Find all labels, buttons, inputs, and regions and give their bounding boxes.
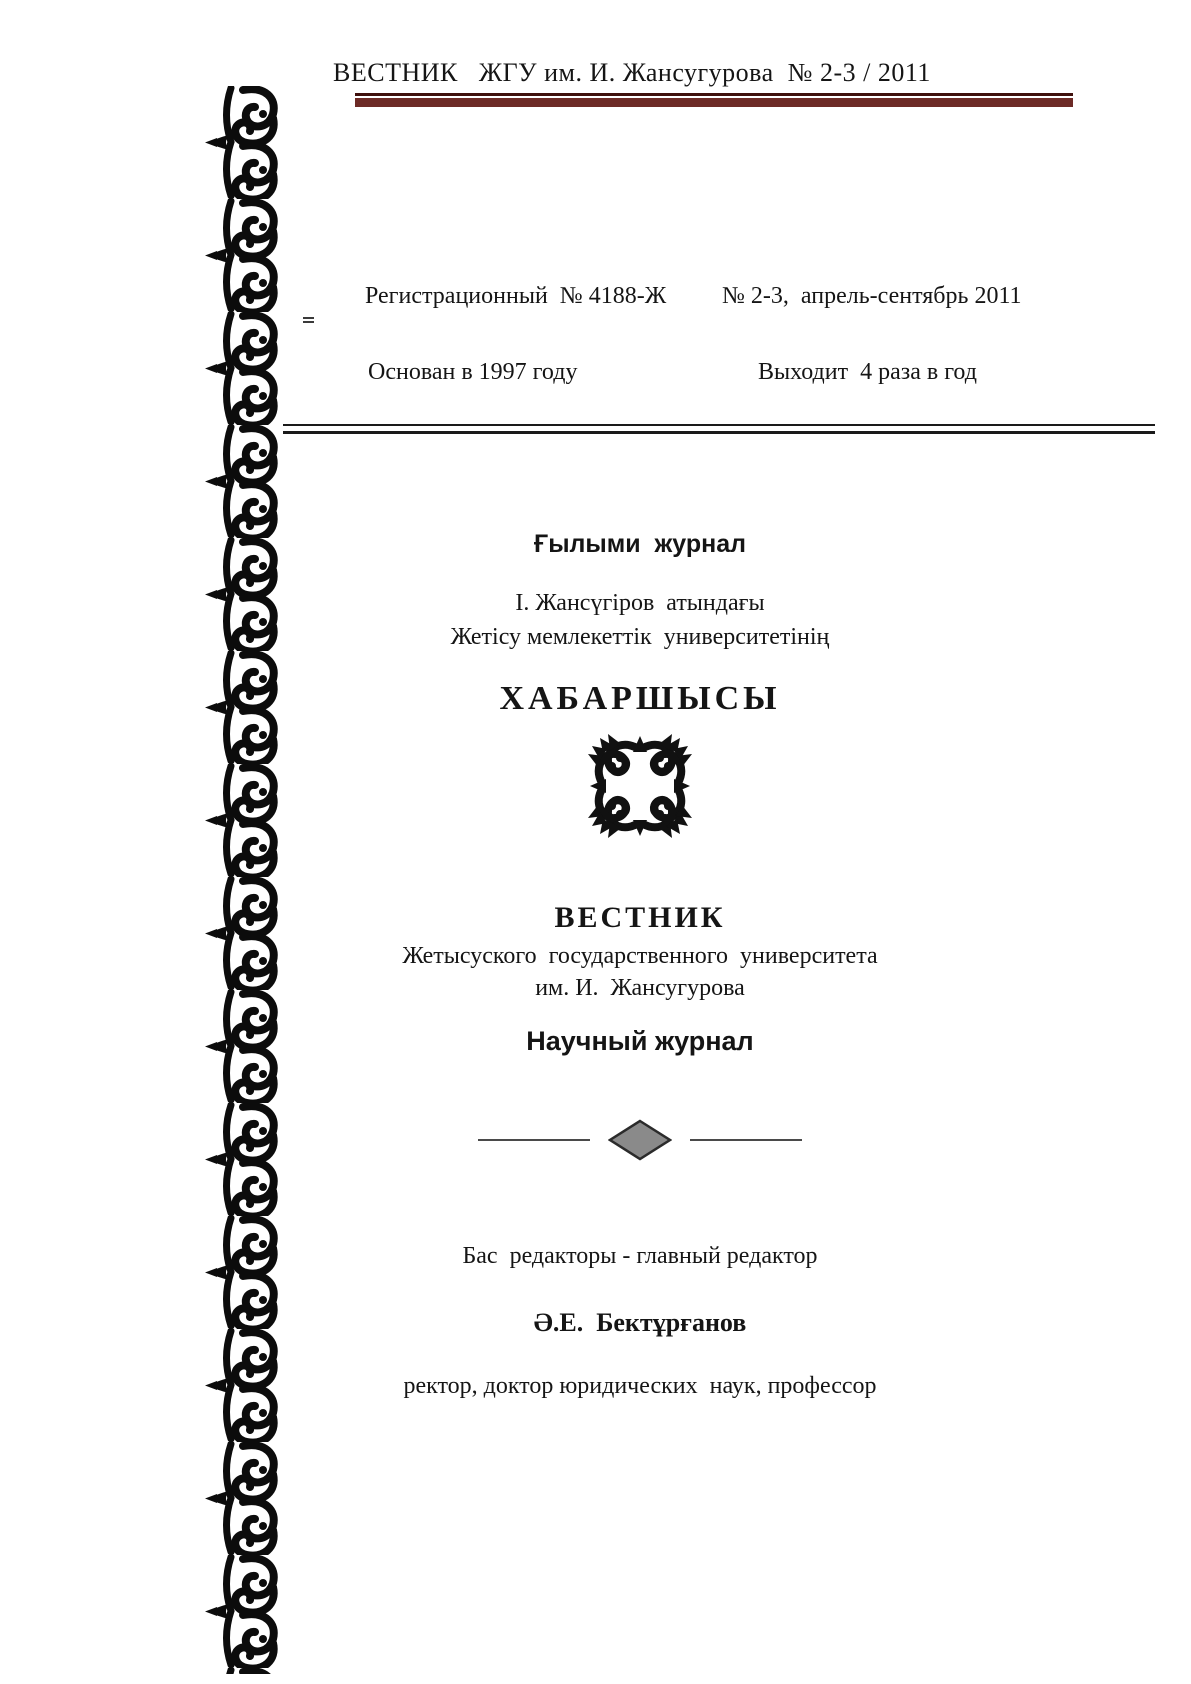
editor-role-line: Бас редакторы - главный редактор xyxy=(462,1243,818,1269)
header-rule-accent xyxy=(355,98,1073,107)
russian-journal-title: ВЕСТНИК xyxy=(554,901,726,934)
registration-number: Регистрационный № 4188-Ж xyxy=(365,283,667,309)
russian-journal-type: Научный журнал xyxy=(526,1026,754,1056)
page-header-title: ВЕСТНИК ЖГУ им. И. Жансугурова № 2-3 / 2011 xyxy=(333,58,931,87)
scan-artifact xyxy=(303,317,314,325)
diamond-divider-icon xyxy=(240,1118,1040,1162)
divider-line-right xyxy=(690,1139,802,1141)
header-rule-thin xyxy=(355,93,1073,96)
founded-year: Основан в 1997 году xyxy=(368,359,578,385)
publication-frequency: Выходит 4 раза в год xyxy=(758,359,977,385)
editor-title-line: ректор, доктор юридических наук, профессор xyxy=(403,1373,877,1399)
masthead-double-rule xyxy=(283,424,1155,434)
editor-name: Ә.Е. Бектұрғанов xyxy=(533,1308,747,1337)
kazakh-journal-title: ХАБАРШЫСЫ xyxy=(499,680,781,717)
kazakh-university-name: Жетісу мемлекеттік университетінің xyxy=(450,624,830,650)
issue-number: № 2-3, апрель-сентябрь 2011 xyxy=(722,283,1022,309)
kazakh-named-after: І. Жансүгіров атындағы xyxy=(515,590,765,616)
divider-line-left xyxy=(478,1139,590,1141)
kazakh-ornament-emblem-icon xyxy=(240,733,1040,844)
divider-diamond xyxy=(608,1119,672,1161)
russian-named-after: им. И. Жансугурова xyxy=(535,975,745,1001)
kazakh-journal-type: Ғылыми журнал xyxy=(534,530,746,558)
kazakh-ornament-border-icon xyxy=(203,86,283,1679)
russian-university-name: Жетысуского государственного университета xyxy=(402,943,878,969)
